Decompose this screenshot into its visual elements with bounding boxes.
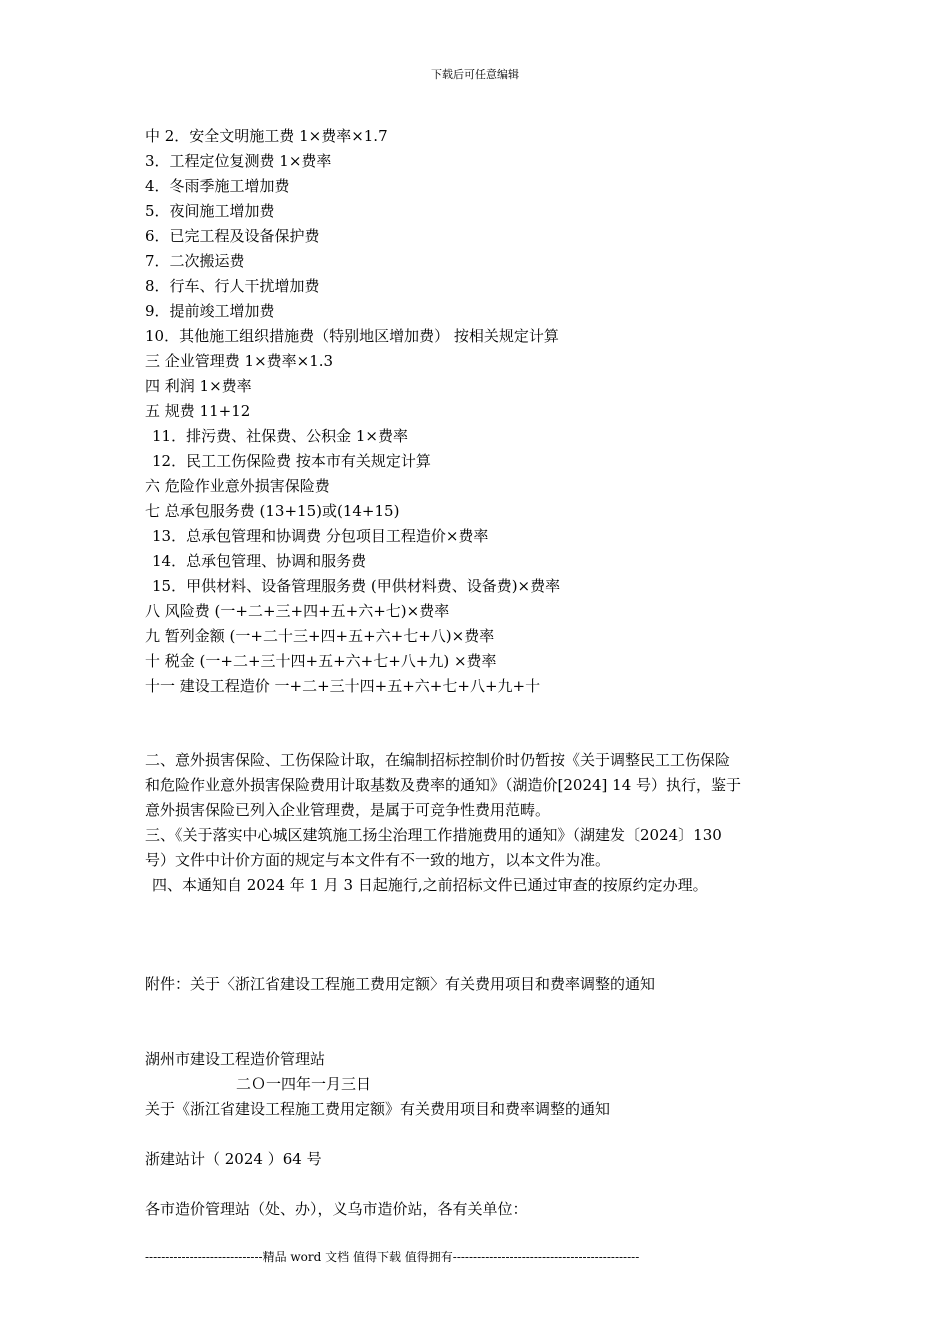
fee-line: 三 企业管理费 1×费率×1.3 xyxy=(145,352,334,370)
fee-line: 15．甲供材料、设备管理服务费 (甲供材料费、设备费)×费率 xyxy=(152,577,561,595)
fee-line: 8．行车、行人干扰增加费 xyxy=(145,277,320,295)
fee-line: 六 危险作业意外损害保险费 xyxy=(145,477,330,495)
fee-line: 中 2．安全文明施工费 1×费率×1.7 xyxy=(145,127,388,145)
recipients-line: 各市造价管理站（处、办），义乌市造价站，各有关单位： xyxy=(145,1200,528,1218)
fee-line: 5．夜间施工增加费 xyxy=(145,202,275,220)
paragraph-3-line: 三、《关于落实中心城区建筑施工扬尘治理工作措施费用的通知》（湖建发〔2024〕130 xyxy=(145,826,722,844)
paragraph-2-line: 意外损害保险已列入企业管理费，是属于可竞争性费用范畴。 xyxy=(145,801,551,819)
issue-date: 二Ｏ一四年一月三日 xyxy=(236,1075,372,1093)
fee-line: 14．总承包管理、协调和服务费 xyxy=(152,552,367,570)
paragraph-2-line: 二、意外损害保险、工伤保险计取，在编制招标控制价时仍暂按《关于调整民工工伤保险 xyxy=(145,751,731,769)
fee-line: 九 暂列金额 (一+二十三+四+五+六+七+八)×费率 xyxy=(145,627,495,645)
fee-line: 13．总承包管理和协调费 分包项目工程造价×费率 xyxy=(152,527,489,545)
issuing-organization: 湖州市建设工程造价管理站 xyxy=(145,1050,326,1068)
paragraph-2-line: 和危险作业意外损害保险费用计取基数及费率的通知》（湖造价[2024] 14 号）执行，鉴于 xyxy=(145,776,742,794)
fee-line: 10．其他施工组织措施费（特别地区增加费） 按相关规定计算 xyxy=(145,327,559,345)
fee-line: 12．民工工伤保险费 按本市有关规定计算 xyxy=(152,452,431,470)
fee-line: 十一 建设工程造价 一+二+三十四+五+六+七+八+九+十 xyxy=(145,677,541,695)
fee-line: 八 风险费 (一+二+三+四+五+六+七)×费率 xyxy=(145,602,450,620)
attachment-line: 附件：关于〈浙江省建设工程施工费用定额〉有关费用项目和费率调整的通知 xyxy=(145,975,656,993)
fee-line: 3．工程定位复测费 1×费率 xyxy=(145,152,332,170)
fee-line: 9．提前竣工增加费 xyxy=(145,302,275,320)
fee-line: 十 税金 (一+二+三十四+五+六+七+八+九) ×费率 xyxy=(145,652,497,670)
paragraph-3-line: 号）文件中计价方面的规定与本文件有不一致的地方，以本文件为准。 xyxy=(145,851,611,869)
page-header: 下载后可任意编辑 xyxy=(431,68,519,81)
document-number: 浙建站计（ 2024 ）64 号 xyxy=(145,1150,322,1168)
page-footer: -----------------------------精品 word 文档 值得下载 值得拥有---------------------------------------------- xyxy=(145,1250,640,1264)
fee-line: 五 规费 11+12 xyxy=(145,402,251,420)
paragraph-4: 四、本通知自 2024 年 1 月 3 日起施行,之前招标文件已通过审查的按原约定办理。 xyxy=(152,876,708,894)
fee-line: 11．排污费、社保费、公积金 1×费率 xyxy=(152,427,408,445)
fee-line: 七 总承包服务费 (13+15)或(14+15) xyxy=(145,502,400,520)
notice-title: 关于《浙江省建设工程施工费用定额》有关费用项目和费率调整的通知 xyxy=(145,1100,611,1118)
fee-line: 6．已完工程及设备保护费 xyxy=(145,227,320,245)
fee-line: 4．冬雨季施工增加费 xyxy=(145,177,290,195)
fee-line: 7．二次搬运费 xyxy=(145,252,245,270)
fee-line: 四 利润 1×费率 xyxy=(145,377,252,395)
